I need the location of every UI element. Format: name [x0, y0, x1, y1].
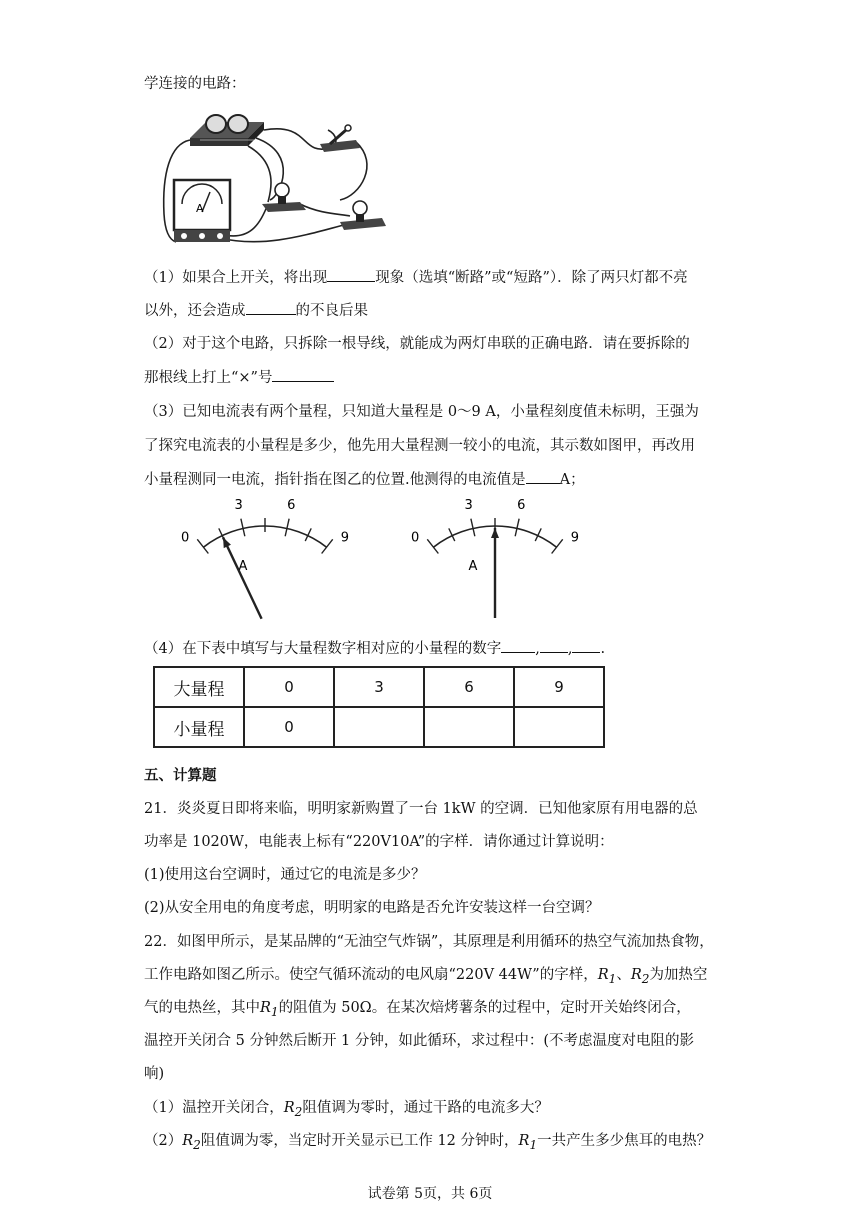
q1-line-1: （1）如果合上开关，将出现 现象（选填“断路”或“短路”）．除了两只灯都不亮 — [144, 266, 688, 287]
battery-icon — [190, 115, 264, 146]
dial-scale-label: 6 — [287, 498, 296, 513]
q1-blank-1[interactable] — [327, 267, 375, 282]
p21-line-2: 功率是 1020W，电能表上标有“220V10A”的字样．请你通过计算说明： — [144, 834, 614, 850]
p22-line-3: 气的电热丝，其中$R_1$的阻值为 50Ω。在某次焙烤薯条的过程中，定时开关始终闭合， — [144, 1000, 691, 1019]
p22-line-2: 工作电路如图乙所示。使空气循环流动的电风扇“220V 44W”的字样，$R_1$、$R_2$为加热空 — [144, 967, 708, 986]
dial-unit-label: A — [468, 559, 478, 574]
table-cell: 6 — [424, 667, 514, 707]
dial-scale-label: 0 — [180, 530, 190, 546]
p22-line-5: 响) — [144, 1066, 165, 1082]
q2-blank[interactable] — [272, 367, 334, 382]
ammeter-icon — [174, 180, 230, 242]
table-cell: 0 — [244, 707, 334, 747]
dial-scale-label: 6 — [517, 498, 526, 513]
dial-scale-label: 0 — [410, 530, 420, 546]
q2-line-1: （2）对于这个电路，只拆除一根导线，就能成为两灯串联的正确电路．请在要拆除的 — [144, 336, 690, 352]
dial-tick — [427, 539, 438, 553]
dial-right — [411, 498, 579, 626]
p21-line-3: (1)使用这台空调时，通过它的电流是多少？ — [144, 867, 426, 883]
q4-line: （4）在下表中填写与大量程数字相对应的小量程的数字 , , . — [144, 637, 605, 658]
q4-blank-2[interactable] — [540, 638, 568, 653]
page-footer: 试卷第 5页，共 6页 — [367, 1186, 493, 1202]
dial-scale-label: 9 — [570, 530, 580, 546]
table-cell[interactable] — [424, 707, 514, 747]
table-cell[interactable] — [334, 707, 424, 747]
dial-pointer — [223, 537, 262, 618]
dial-pointer-head — [491, 528, 499, 538]
table-row-header: 大量程 — [154, 667, 244, 707]
dial-tick — [322, 539, 333, 553]
ammeter-dials — [160, 498, 600, 626]
q2-line-2: 那根线上打上“×”号 — [144, 366, 334, 387]
q4-blank-3[interactable] — [572, 638, 600, 653]
p21-line-4: (2)从安全用电的角度考虑，明明家的电路是否允许安装这样一台空调？ — [144, 900, 600, 916]
q3-line-3: 小量程测同一电流，指针指在图乙的位置.他测得的电流值是 A； — [144, 468, 585, 489]
dial-tick — [552, 539, 563, 553]
intro-text: 学连接的电路： — [144, 76, 246, 92]
dial-unit-label: A — [238, 559, 248, 574]
table-cell[interactable] — [514, 707, 604, 747]
range-table — [153, 666, 605, 748]
q1-line-2: 以外，还会造成 的不良后果 — [144, 299, 368, 320]
q3-line-2: 了探究电流表的小量程是多少，他先用大量程测一较小的电流，其示数如图甲，再改用 — [144, 438, 695, 454]
p22-line-4: 温控开关闭合 5 分钟然后断开 1 分钟，如此循环，求过程中：(不考虑温度对电阻的影 — [144, 1033, 695, 1049]
q3-blank[interactable] — [526, 469, 560, 484]
switch-icon — [320, 125, 360, 152]
ammeter-unit: A — [196, 202, 204, 215]
p22-line-6: （1）温控开关闭合，$R_2$阻值调为零时，通过干路的电流多大？ — [144, 1100, 549, 1119]
table-cell: 3 — [334, 667, 424, 707]
p21-line-1: 21．炎炎夏日即将来临，明明家新购置了一台 1kW 的空调．已知他家原有用电器的总 — [144, 801, 698, 817]
q3-line-1: （3）已知电流表有两个量程，只知道大量程是 0～9 A，小量程刻度值未标明，王强为 — [144, 404, 699, 420]
p22-line-1: 22．如图甲所示，是某品牌的“无油空气炸锅”，其原理是利用循环的热空气流加热食物， — [144, 934, 714, 950]
dial-left — [181, 498, 349, 626]
q1-blank-2[interactable] — [246, 300, 296, 315]
table-row — [154, 667, 604, 707]
dial-scale-label: 3 — [234, 498, 243, 513]
dial-pointer-head — [223, 537, 231, 548]
dial-tick — [197, 539, 208, 553]
table-cell: 0 — [244, 667, 334, 707]
table-row — [154, 707, 604, 747]
dial-scale-label: 3 — [464, 498, 473, 513]
table-cell: 9 — [514, 667, 604, 707]
table-row-header: 小量程 — [154, 707, 244, 747]
q4-blank-1[interactable] — [501, 638, 535, 653]
section-heading: 五、计算题 — [144, 768, 217, 784]
dial-scale-label: 9 — [340, 530, 350, 546]
p22-line-7: $(2)R_2$阻值调为零，当定时开关显示已工作 12 分钟时，$R_1$一共产生多少焦耳的电热？ — [144, 1133, 712, 1152]
circuit-diagram — [160, 104, 400, 256]
